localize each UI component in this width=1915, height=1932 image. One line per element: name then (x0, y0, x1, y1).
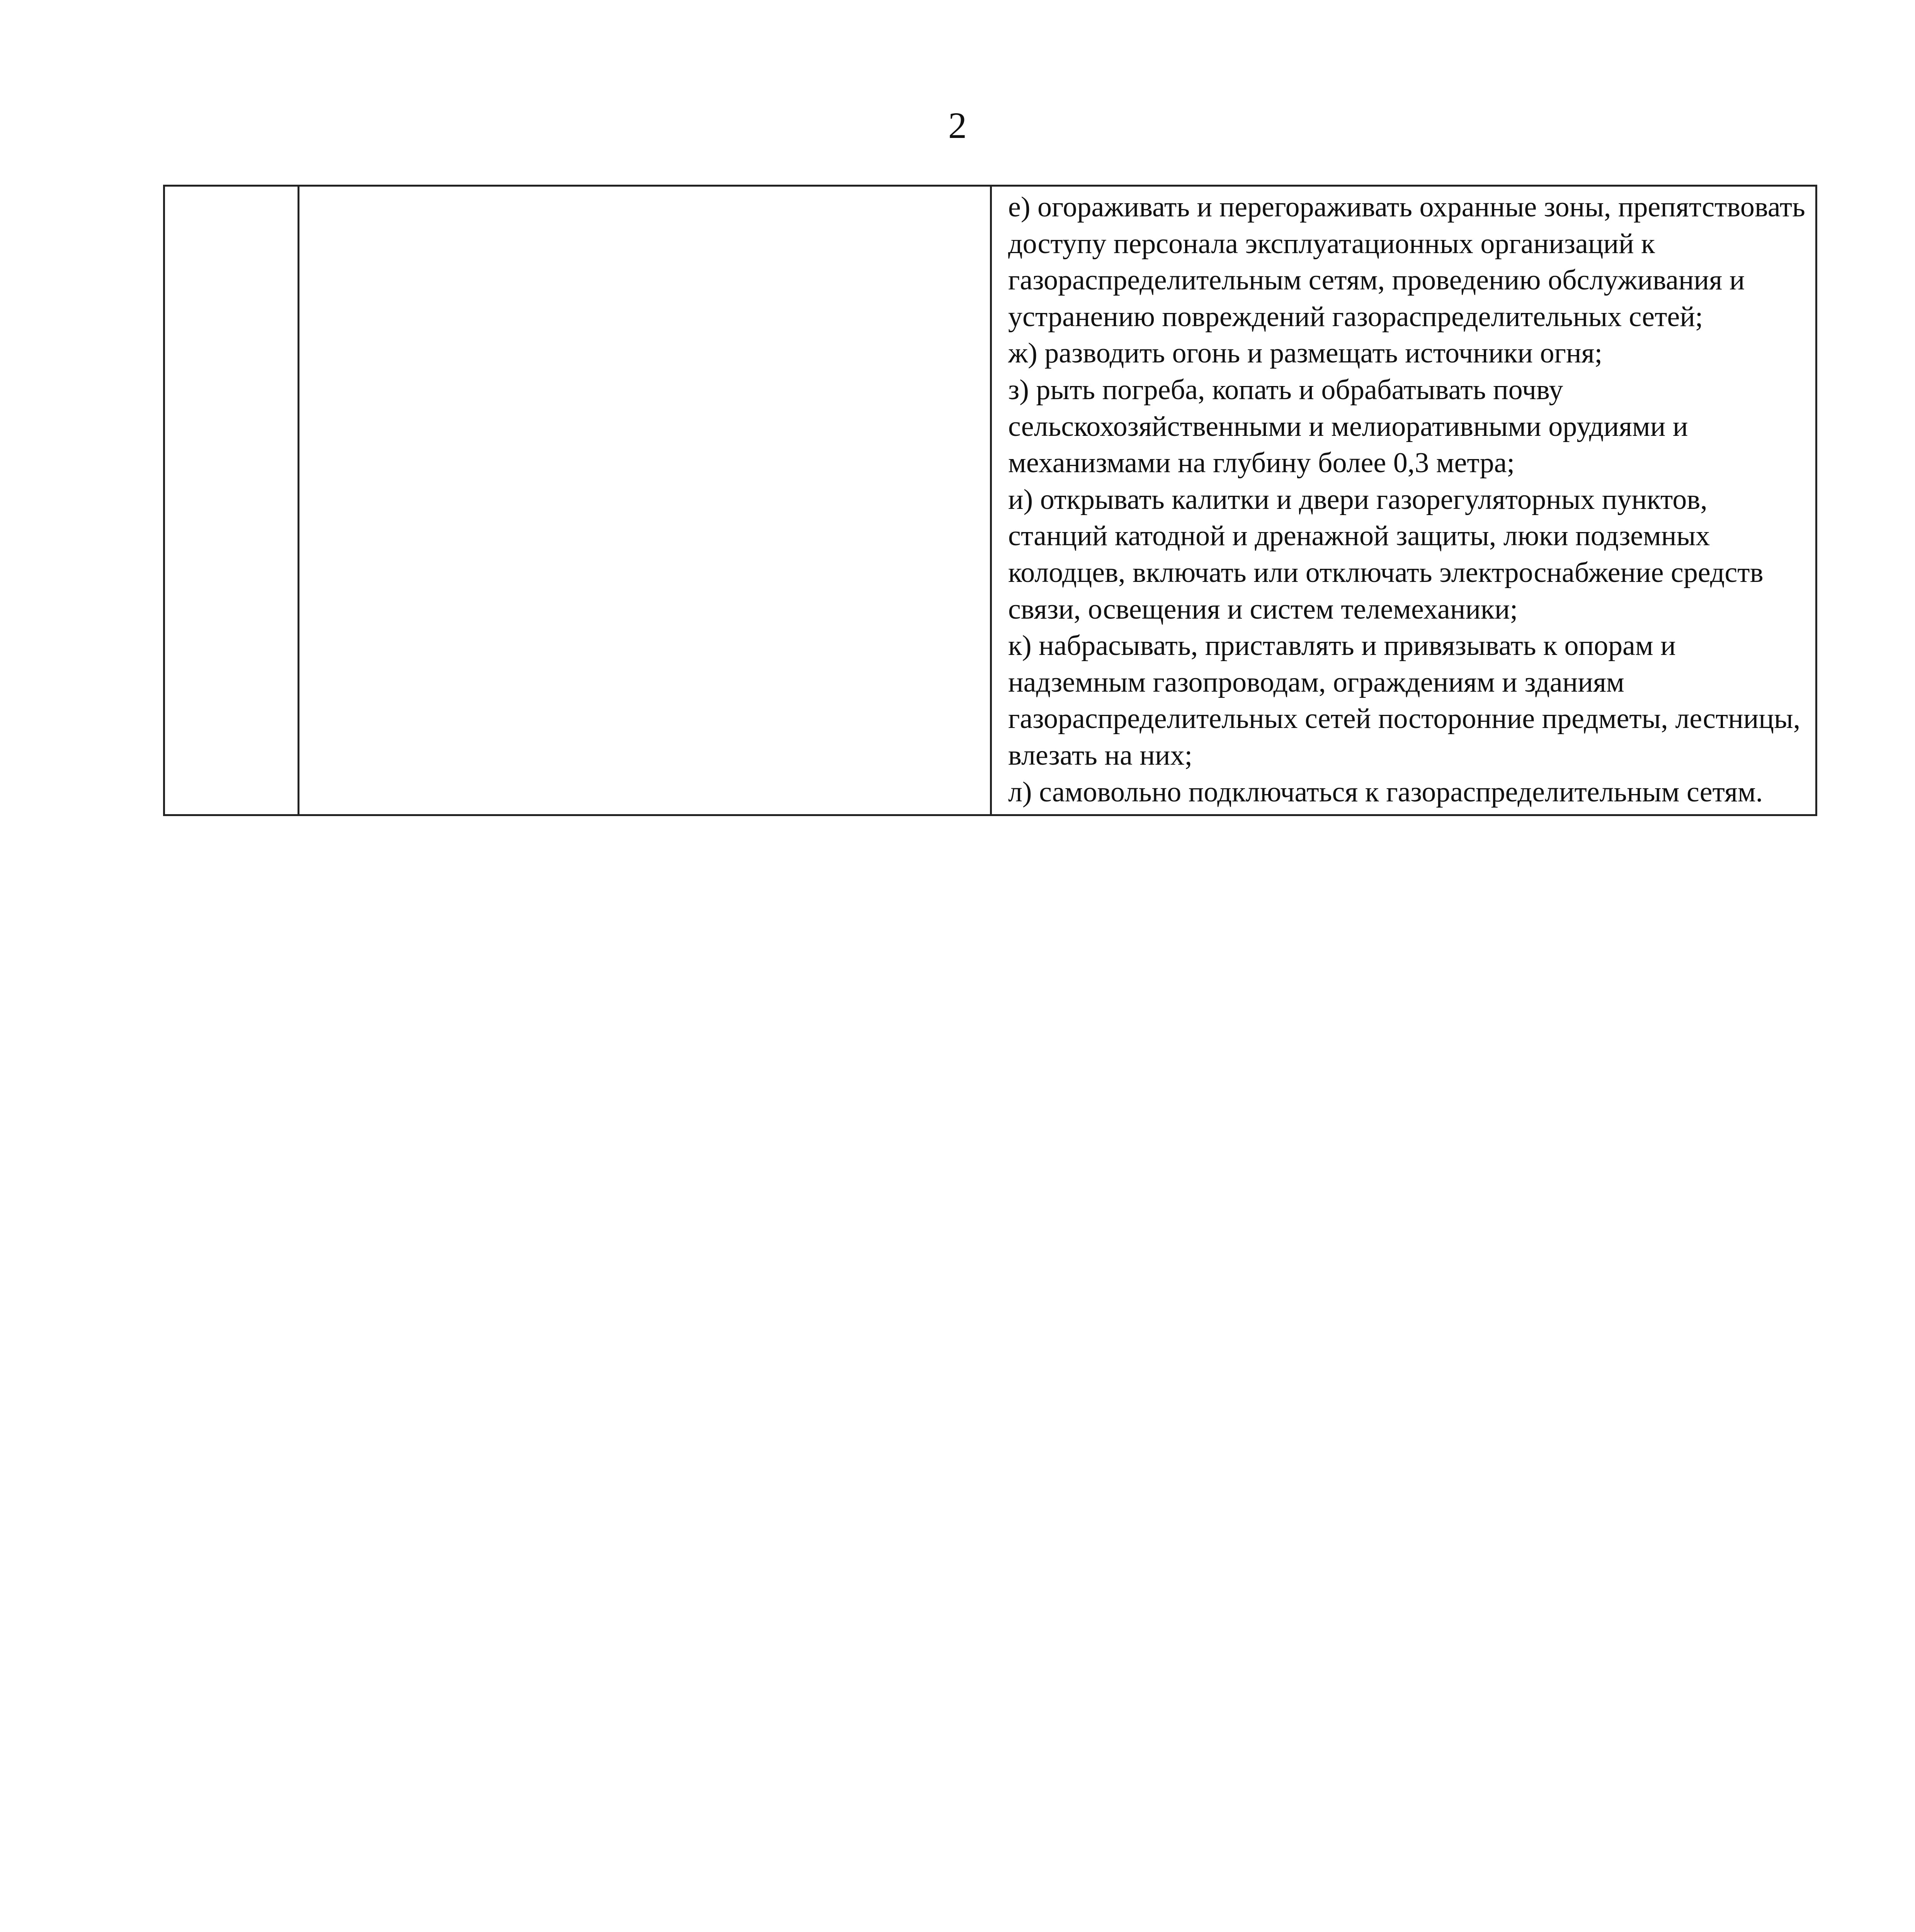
table-cell-name (299, 186, 991, 815)
list-item: к) набрасывать, приставлять и привязывать к опорам и надземным газопроводам, ограждениям и зданиям газораспределительных сетей посторонние предметы, лестницы, влезать на них; (1008, 630, 1801, 771)
document-table (163, 185, 1817, 816)
list-item: з) рыть погреба, копать и обрабатывать почву сельскохозяйственными и мелиоративными орудиями и механизмами на глубину более 0,3 метра; (1008, 374, 1688, 479)
list-item: е) огораживать и перегораживать охранные зоны, препятствовать доступу персонала эксплуатационных организаций к газораспределительным сетям, проведению обслуживания и устранению повреждений газораспределительных сетей; (1008, 191, 1805, 333)
table-cell-restrictions (991, 186, 1816, 815)
table-cell-number (164, 186, 299, 815)
list-item: л) самовольно подключаться к газораспределительным сетям. (1008, 776, 1763, 808)
table-row (164, 186, 1816, 815)
restrictions-list (992, 187, 1815, 814)
page-number: 2 (948, 105, 967, 146)
list-item: ж) разводить огонь и размещать источники огня; (1008, 337, 1603, 369)
list-item: и) открывать калитки и двери газорегуляторных пунктов, станций катодной и дренажной защиты, люки подземных колодцев, включать или отключать электроснабжение средств связи, освещения и систем телемеханики; (1008, 483, 1764, 625)
